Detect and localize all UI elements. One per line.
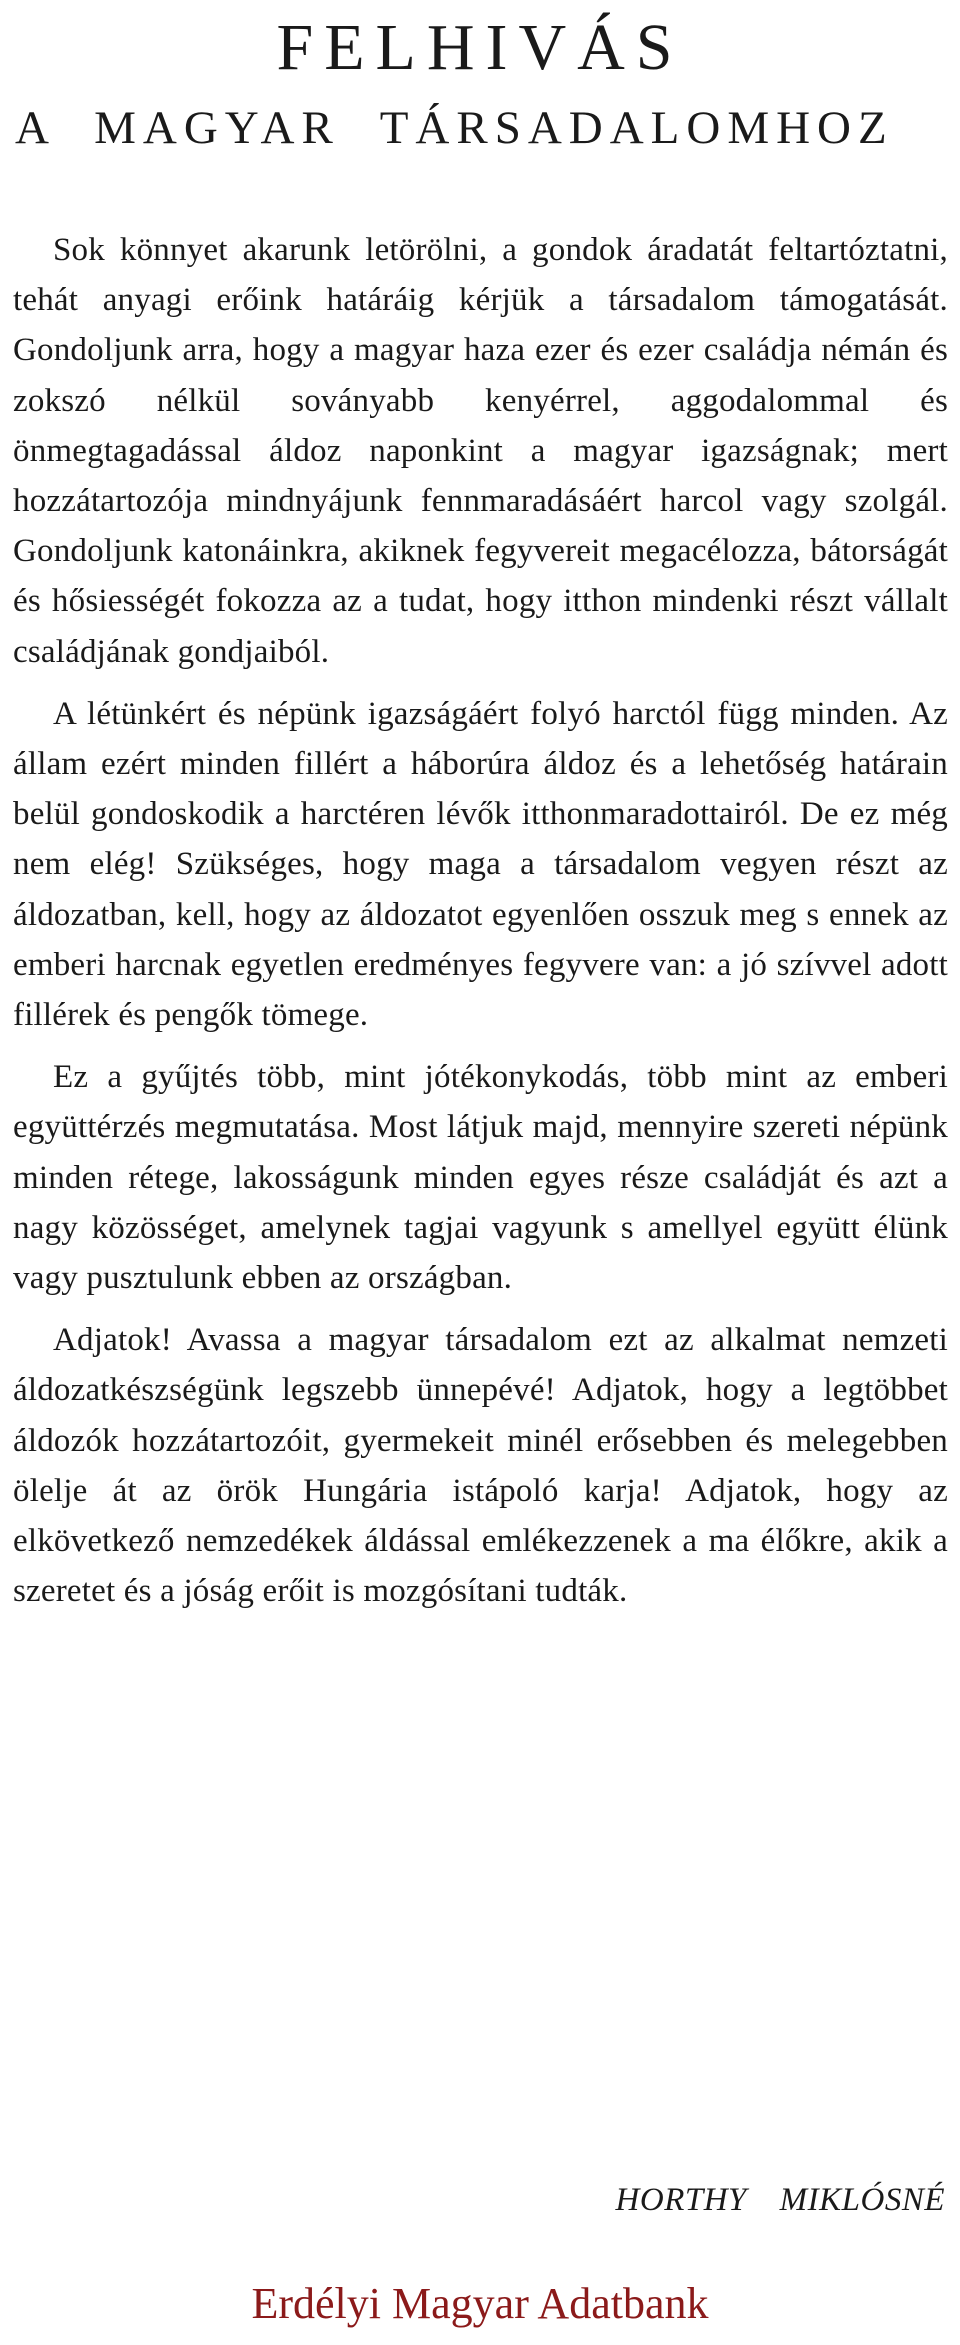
footer-source: Erdélyi Magyar Adatbank	[251, 2279, 709, 2328]
page-title: FELHIVÁS	[276, 11, 684, 84]
page-subtitle: A MAGYAR TÁRSADALOMHOZ	[15, 102, 894, 154]
paragraph-2: A létünkért és népünk igazságáért folyó harctól függ minden. Az állam ezért minden fillért a háborúra áldoz és a lehetőség határain belül gondoskodik a harctéren lévők itthonmaradottairól. De ez még nem elég! Szükséges, hogy maga a társadalom vegyen részt az áldozatban, kell, hogy az áldozatot egyenlően osszuk meg s ennek az emberi harcnak egyetlen eredményes fegyvere van: a jó szívvel adott fillérek és pengők tömege.	[13, 695, 948, 1034]
paragraph-4: Adjatok! Avassa a magyar társadalom ezt az alkalmat nemzeti áldozatkészségünk legszebb ünnepévé! Adjatok, hogy a legtöbbet áldozók hozzátartozóit, gyermekeit minél erősebben és melegebben ölelje át az örök Hungária istápoló karja! Adjatok, hogy az elkövetkező nemzedékek áldással emlékezzenek a ma élőkre, akik a szeretet és a jóság erőit is mozgósítani tudták.	[13, 1322, 948, 1610]
body-text	[13, 225, 948, 1616]
signature: HORTHY MIKLÓSNÉ	[615, 2182, 945, 2218]
paragraph-3: Ez a gyűjtés több, mint jótékonykodás, több mint az emberi együttérzés megmutatása. Most látjuk majd, mennyire szereti népünk minden rétege, lakosságunk minden egyes része családját és azt a nagy közösséget, amelynek tagjai vagyunk s amellyel együtt élünk vagy pusztulunk ebben az országban.	[13, 1059, 948, 1297]
paragraph-1: Sok könnyet akarunk letörölni, a gondok áradatát feltartóztatni, tehát anyagi erőink határáig kérjük a társadalom támogatását. Gondoljunk arra, hogy a magyar haza ezer és ezer családja némán és zokszó nélkül soványabb kenyérrel, aggodalommal és önmegtagadással áldoz naponkint a magyar igazságnak; mert hozzátartozója mindnyájunk fennmaradásáért harcol vagy szolgál. Gondoljunk katonáinkra, akiknek fegyvereit megacélozza, bátorságát és hősiességét fokozza az a tudat, hogy itthon mindenki részt vállalt családjának gondjaiból.	[13, 232, 948, 670]
